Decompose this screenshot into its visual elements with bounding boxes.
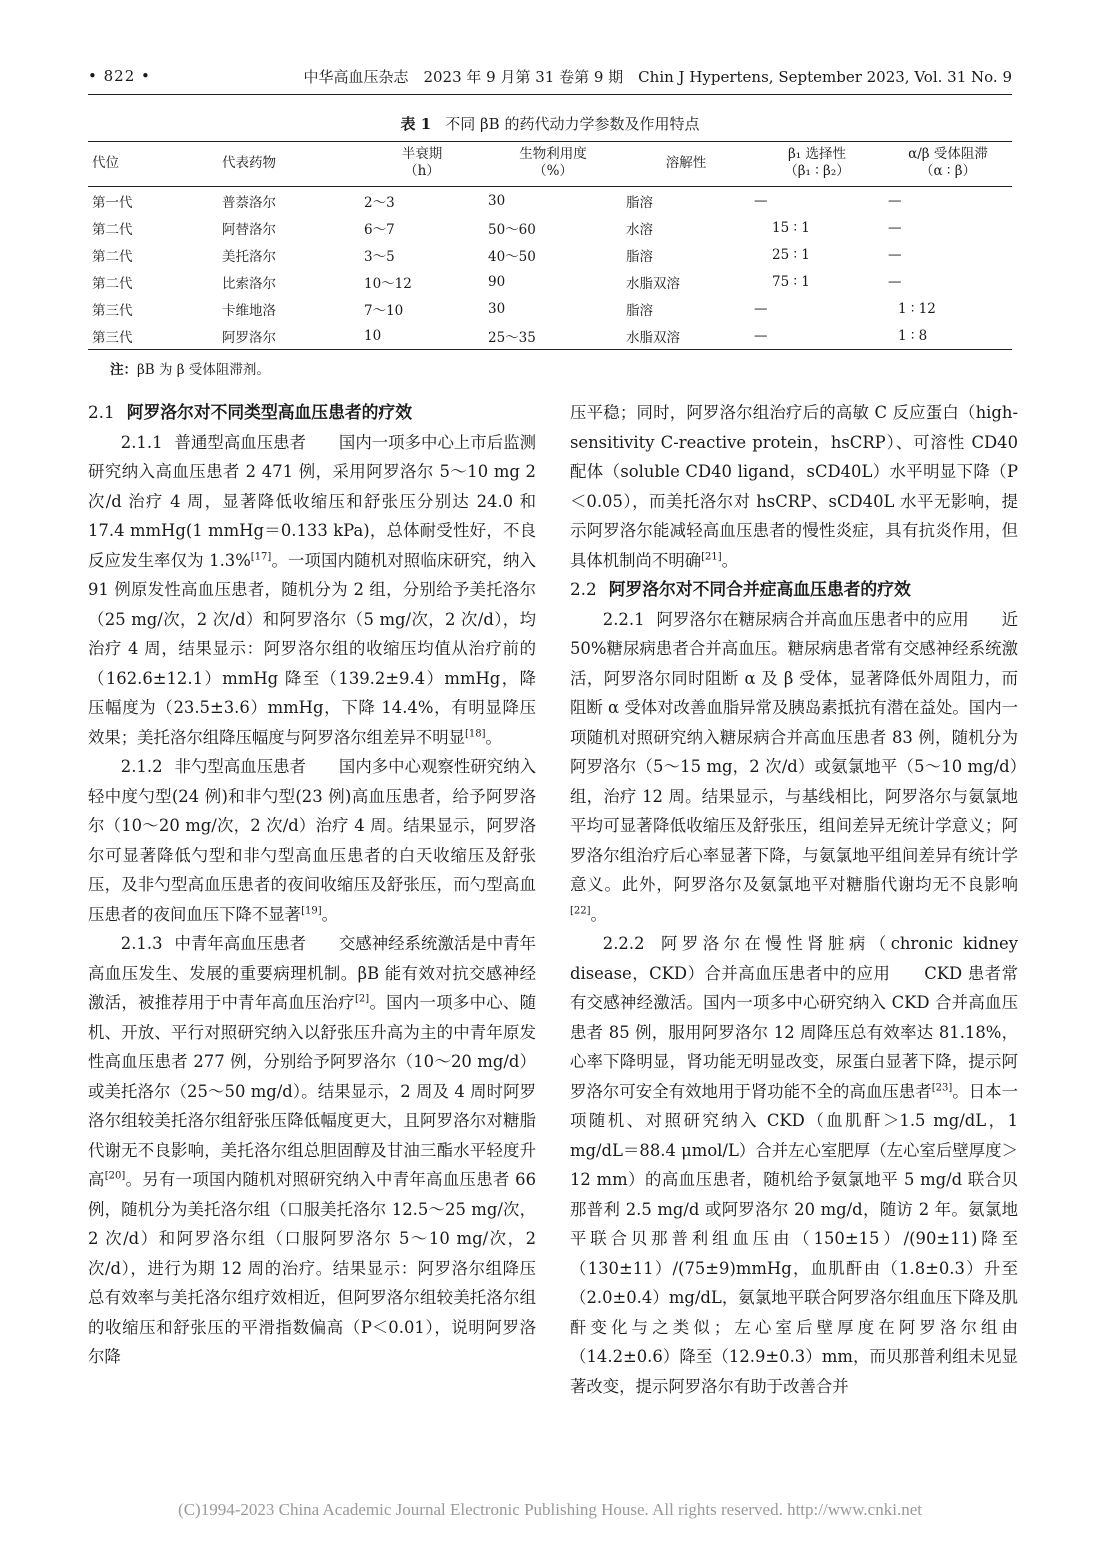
th-b1-selectivity: β₁ 选择性 （β₁ ∶ β₂） [750, 142, 884, 187]
table-cell: — [888, 219, 902, 236]
table-cell: 1 ∶ 8 [884, 322, 1012, 350]
pharmacokinetics-table [88, 141, 1012, 350]
section-heading: 2.1 阿罗洛尔对不同类型高血压患者的疗效 [88, 402, 412, 422]
table-cell: 阿罗洛尔 [218, 322, 360, 350]
table-cell: 第三代 [92, 302, 133, 319]
page-number: • 822 • [88, 67, 151, 85]
table-cell: 水脂双溶 [622, 322, 750, 350]
table-cell: 第二代 [92, 248, 133, 265]
subsection-name: 阿罗洛尔在慢性肾脏病（chronic kidney disease，CKD）合并高血压患者中的应用 [570, 934, 1018, 983]
left-column [88, 398, 536, 1372]
body-paragraph: 2.1.1 普通型高血压患者 国内一项多中心上市后监测研究纳入高血压患者 2 471 例，采用阿罗洛尔 5～10 mg 2 次/d 治疗 4 周，显著降低收缩压和舒张压分别达 24.0 和 17.4 mmHg(1 mmHg＝0.133 kPa)，总体耐受性好，不良反应发生率仅为 1.3%[17]。一项国内随机对照临床研究，纳入 91 例原发性高血压患者，随机分为 2 组，分别给予美托洛尔（25 mg/次，2 次/d）和阿罗洛尔（5 mg/次，2 次/d），均治疗 4 周，结果显示：阿罗洛尔组的收缩压均值从治疗前的（162.6±12.1）mmHg 降至（139.2±9.4）mmHg，降压幅度为（23.5±3.6）mmHg，下降 14.4%，有明显降压效果；美托洛尔组降压幅度与阿罗洛尔组差异不明显[18]。 [88, 432, 537, 747]
table-cell: 15 ∶ 1 [772, 219, 810, 236]
table-cell: 10～12 [364, 275, 412, 292]
table-cell: 50～60 [488, 221, 536, 238]
table-row [88, 214, 1012, 241]
table-cell: — [888, 273, 902, 290]
citation-ref: [2] [354, 993, 370, 1005]
body-paragraph: 2.2.2 阿罗洛尔在慢性肾脏病（chronic kidney disease，CKD）合并高血压患者中的应用 CKD 患者常有交感神经激活。国内一项多中心研究纳入 CKD 合并高血压患者 85 例，服用阿罗洛尔 12 周降压总有效率达 81.18%，心率下降明显，肾功能无明显改变，尿蛋白显著下降，提示阿罗洛尔可安全有效地用于肾功能不全的高血压患者[23]。日本一项随机、对照研究纳入 CKD（血肌酐＞1.5 mg/dL，1 mg/dL＝88.4 μmol/L）合并左心室肥厚（左心室后壁厚度＞12 mm）的高血压患者，随机给予氨氯地平 5 mg/d 联合贝那普利 2.5 mg/d 或阿罗洛尔 20 mg/d，随访 2 年。氨氯地平联合贝那普利组血压由（150±15）/(90±11)降至（130±11）/(75±9)mmHg，血肌酐由（1.8±0.3）升至（2.0±0.4）mg/dL，氨氯地平联合阿罗洛尔组血压下降及肌酐变化与之类似；左心室后壁厚度在阿罗洛尔组由（14.2±0.6）降至（12.9±0.3）mm，而贝那普利组未见显著改变，提示阿罗洛尔有助于改善合并 [570, 934, 1019, 1396]
copyright-footer: (C)1994-2023 China Academic Journal Electronic Publishing House. All rights reserved. http://www.cnki.net [178, 1500, 922, 1519]
table-row [88, 268, 1012, 295]
citation-ref: [18] [464, 728, 486, 740]
th-solubility: 溶解性 [622, 142, 750, 187]
table-row [88, 187, 1012, 215]
table-cell: 水脂双溶 [626, 275, 680, 292]
subsection-title: 2.2.1 [602, 609, 645, 629]
body-paragraph: 压平稳；同时，阿罗洛尔组治疗后的高敏 C 反应蛋白（high-sensitivity C-reactive protein，hsCRP）、可溶性 CD40 配体（soluble CD40 ligand，sCD40L）水平明显下降（P＜0.05），而美托洛尔对 hsCRP、sCD40L 水平无影响，提示阿罗洛尔能减轻高血压患者的慢性炎症，具有抗炎作用，但具体机制尚不明确[21]。 [570, 403, 1018, 570]
table-cell: 6～7 [364, 221, 395, 238]
table-cell: — [754, 300, 768, 317]
table-cell: 普萘洛尔 [222, 194, 276, 211]
table-caption [88, 113, 1012, 134]
table-cell: 7～10 [364, 302, 404, 319]
body-paragraph: 2.2.1 阿罗洛尔在糖尿病合并高血压患者中的应用 近 50%糖尿病患者合并高血压。糖尿病患者常有交感神经系统激活，阿罗洛尔同时阻断 α 及 β 受体，显著降低外周阻力，而阻断 α 受体对改善血脂异常及胰岛素抵抗有潜在益处。国内一项随机对照研究纳入糖尿病合并高血压患者 83 例，随机分为阿罗洛尔（5～15 mg，2 次/d）或氨氯地平（5～10 mg/d）组，治疗 12 周。结果显示，与基线相比，阿罗洛尔与氨氯地平均可显著降低收缩压及舒张压，组间差异无统计学意义；阿罗洛尔组治疗后心率显著下降，与氨氯地平组间差异有统计学意义。此外，阿罗洛尔及氨氯地平对糖脂代谢均无不良影响[22]。 [570, 609, 1019, 924]
table-cell: 30 [488, 300, 506, 317]
table-cell: 脂溶 [626, 302, 653, 319]
table-cell: 75 ∶ 1 [772, 273, 810, 290]
table-cell: 第一代 [92, 194, 133, 211]
subsection-name: 普通型高血压患者 [174, 432, 307, 452]
right-column [570, 398, 1018, 1401]
th-half-life: 半衰期 （h） [360, 142, 484, 187]
table-cell: 水溶 [626, 221, 653, 238]
table-row [88, 241, 1012, 268]
table-cell: — [888, 246, 902, 263]
subsection-name: 阿罗洛尔在糖尿病合并高血压患者中的应用 [656, 609, 969, 629]
body-paragraph: 2.1.2 非勺型高血压患者 国内多中心观察性研究纳入轻中度勺型(24 例)和非勺型(23 例)高血压患者，给予阿罗洛尔（10～20 mg/次，2 次/d）治疗 4 周。结果显示，阿罗洛尔可显著降低勺型和非勺型高血压患者的白天收缩压及舒张压，及非勺型高血压患者的夜间收缩压及舒张压，而勺型高血压患者的夜间血压下降不显著[19]。 [88, 757, 537, 924]
table-cell: 第三代 [88, 322, 218, 350]
th-drug: 代表药物 [218, 142, 360, 187]
table-cell: 脂溶 [626, 194, 653, 211]
citation-ref: [19] [301, 905, 322, 917]
header-rule [88, 94, 1012, 95]
citation-ref: [21] [701, 551, 722, 563]
table-cell: 25 ∶ 1 [772, 246, 810, 263]
table-label: 表 1 [400, 115, 432, 133]
journal-info: 中华高血压杂志 2023 年 9 月第 31 卷第 9 期 Chin J Hypertens, September 2023, Vol. 31 No. 9 [303, 67, 1012, 86]
citation-ref: [23] [931, 1082, 953, 1094]
th-bioavailability: 生物利用度 （%） [484, 142, 622, 187]
running-header [88, 64, 1012, 88]
table-cell: 第二代 [92, 221, 133, 238]
citation-ref: [20] [104, 1170, 126, 1182]
table-cell: — [888, 192, 902, 209]
table-cell: 脂溶 [626, 248, 653, 265]
citation-ref: [22] [570, 905, 591, 917]
table-cell: 90 [488, 273, 506, 290]
table-cell: 25～35 [484, 322, 622, 350]
table-cell: 40～50 [488, 248, 536, 265]
th-alpha-beta: α/β 受体阻滞 （α ∶ β） [884, 142, 1012, 187]
subsection-title: 2.1.2 [120, 757, 163, 776]
th-generation: 代位 [88, 142, 218, 187]
citation-ref: [17] [250, 551, 272, 563]
table-cell: 30 [488, 192, 506, 209]
table-cell: 美托洛尔 [222, 248, 276, 265]
table-cell: — [750, 322, 884, 350]
subsection-title: 2.1.3 [120, 934, 163, 953]
body-paragraph: 2.1.3 中青年高血压患者 交感神经系统激活是中青年高血压发生、发展的重要病理机制。βB 能有效对抗交感神经激活，被推荐用于中青年高血压治疗[2]。国内一项多中心、随机、开放、平行对照研究纳入以舒张压升高为主的中青年原发性高血压患者 277 例，分别给予阿罗洛尔（10～20 mg/d）或美托洛尔（25～50 mg/d）。结果显示，2 周及 4 周时阿罗洛尔组较美托洛尔组舒张压降低幅度更大，且阿罗洛尔对糖脂代谢无不良影响，美托洛尔组总胆固醇及甘油三酯水平轻度升高[20]。另有一项国内随机对照研究纳入中青年高血压患者 66 例，随机分为美托洛尔组（口服美托洛尔 12.5～25 mg/次，2 次/d）和阿罗洛尔组（口服阿罗洛尔 5～10 mg/次，2 次/d），进行为期 12 周的治疗。结果显示：阿罗洛尔组降压总有效率与美托洛尔组疗效相近，但阿罗洛尔组较美托洛尔组的收缩压和舒张压的平滑指数偏高（P＜0.01），说明阿罗洛尔降 [88, 934, 537, 1366]
subsection-title: 2.1.1 [120, 432, 163, 452]
table-header-row [88, 142, 1012, 187]
table-cell: 1 ∶ 12 [898, 300, 936, 317]
table-row [88, 322, 1012, 350]
table-cell: — [754, 192, 768, 209]
subsection-name: 中青年高血压患者 [174, 934, 307, 953]
table-cell: 10 [360, 322, 484, 350]
table-cell: 3～5 [364, 248, 395, 265]
subsection-name: 非勺型高血压患者 [174, 757, 307, 776]
section-heading: 2.2 阿罗洛尔对不同合并症高血压患者的疗效 [570, 579, 911, 599]
table-note: 注：βB 为 β 受体阻滞剂。 [110, 362, 270, 378]
table-cell: 2～3 [364, 194, 395, 211]
table-row [88, 295, 1012, 322]
table-cell: 比索洛尔 [222, 275, 276, 292]
table-cell: 第二代 [92, 275, 133, 292]
table-cell: 卡维地洛 [222, 302, 276, 319]
subsection-title: 2.2.2 [602, 934, 645, 953]
table-cell: 阿替洛尔 [222, 221, 276, 238]
table-title: 不同 βB 的药代动力学参数及作用特点 [445, 115, 700, 133]
